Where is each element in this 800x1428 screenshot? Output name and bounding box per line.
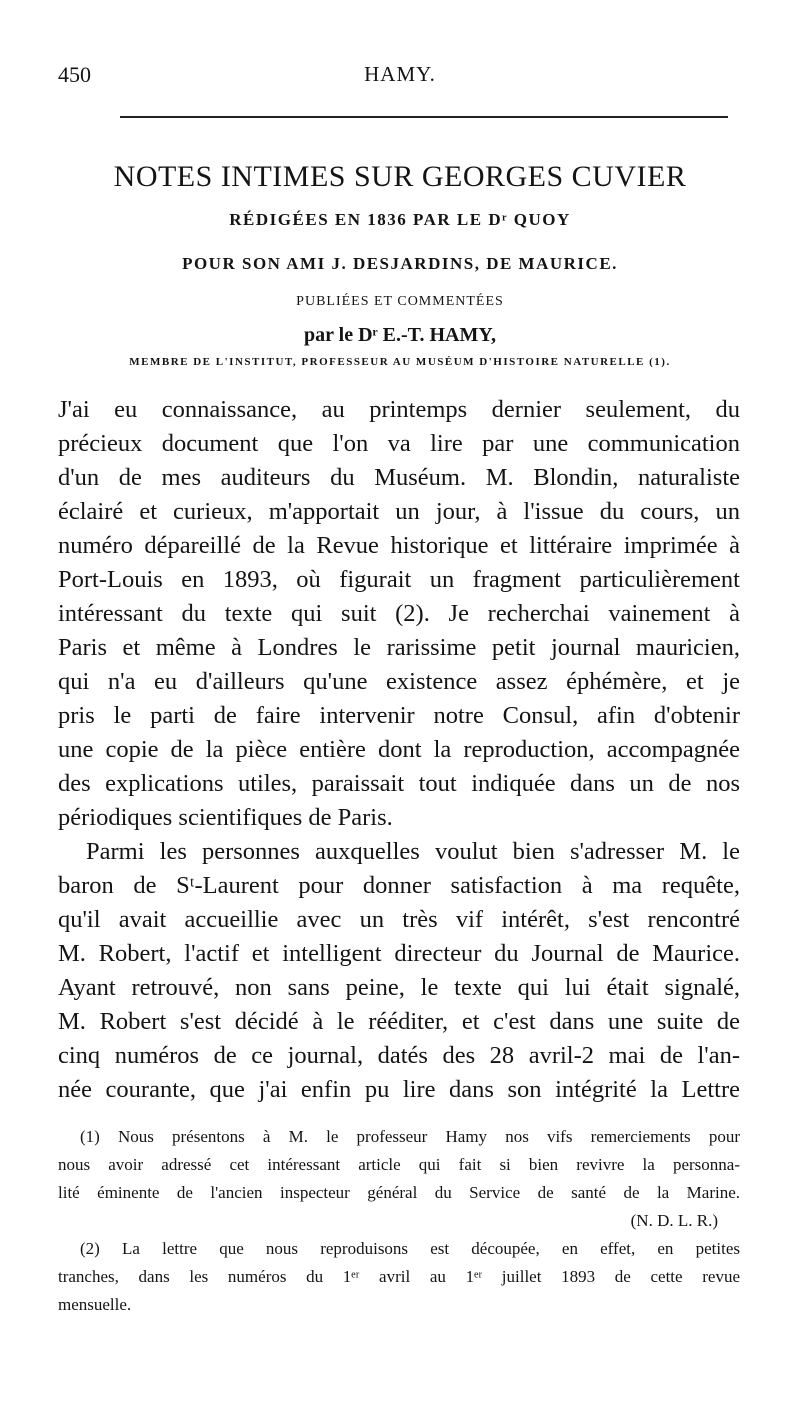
body-line: intéressant du texte qui suit (2). Je recherchai vainement à: [58, 600, 740, 627]
published-line: PUBLIÉES ET COMMENTÉES: [296, 294, 504, 309]
subtitle-line-1: RÉDIGÉES EN 1836 PAR LE Dʳ QUOY: [229, 210, 571, 229]
footnote-line: (2) La lettre que nous reproduisons est découpée, en effet, en petites: [80, 1239, 740, 1258]
body-line: Ayant retrouvé, non sans peine, le texte qui lui était signalé,: [58, 974, 740, 1001]
body-line: M. Robert s'est décidé à le rééditer, et c'est dans une suite de: [58, 1008, 740, 1035]
body-line: périodiques scientifiques de Paris.: [58, 804, 393, 831]
footnote-line: tranches, dans les numéros du 1ᵉʳ avril au 1ᵉʳ juillet 1893 de cette revue: [58, 1267, 740, 1286]
body-line: qui n'a eu d'ailleurs qu'une existence assez éphémère, et je: [58, 668, 740, 695]
body-line: qu'il avait accueillie avec un très vif intérêt, s'est rencontré: [58, 906, 740, 933]
body-line: précieux document que l'on va lire par une communication: [58, 430, 740, 457]
header-rule: [120, 116, 728, 118]
body-line: d'un de mes auditeurs du Muséum. M. Blondin, naturaliste: [58, 464, 740, 491]
running-head: HAMY.: [364, 62, 436, 86]
body-line: née courante, que j'ai enfin pu lire dans son intégrité la Lettre: [58, 1076, 740, 1103]
body-line: J'ai eu connaissance, au printemps dernier seulement, du: [58, 396, 740, 423]
body-line: baron de Sᵗ-Laurent pour donner satisfaction à ma requête,: [58, 872, 740, 899]
body-line: M. Robert, l'actif et intelligent directeur du Journal de Maurice.: [58, 940, 740, 967]
footnote-line: (1) Nous présentons à M. le professeur Hamy nos vifs remerciements pour: [80, 1127, 740, 1146]
footnote-line: lité éminente de l'ancien inspecteur général du Service de santé de la Marine.: [58, 1183, 740, 1202]
footnote-line: nous avoir adressé cet intéressant article qui fait si bien revivre la personna-: [58, 1155, 740, 1174]
body-line: Paris et même à Londres le rarissime petit journal mauricien,: [58, 634, 740, 661]
body-line: éclairé et curieux, m'apportait un jour, à l'issue du cours, un: [58, 498, 740, 525]
author-affiliation: MEMBRE DE L'INSTITUT, PROFESSEUR AU MUSÉUM D'HISTOIRE NATURELLE (1).: [129, 356, 671, 368]
body-line: Parmi les personnes auxquelles voulut bien s'adresser M. le: [86, 838, 740, 865]
body-line: Port-Louis en 1893, où figurait un fragment particulièrement: [58, 566, 740, 593]
author-line: par le Dʳ E.-T. HAMY,: [304, 324, 496, 346]
footnote-signature: (N. D. L. R.): [630, 1211, 718, 1230]
body-line: cinq numéros de ce journal, datés des 28 avril-2 mai de l'an-: [58, 1042, 740, 1069]
body-line: pris le parti de faire intervenir notre Consul, afin d'obtenir: [58, 702, 740, 729]
body-line: une copie de la pièce entière dont la reproduction, accompagnée: [58, 736, 740, 763]
subtitle-line-2: POUR SON AMI J. DESJARDINS, DE MAURICE.: [182, 254, 618, 273]
page-number: 450: [58, 62, 91, 87]
footnote-line: mensuelle.: [58, 1295, 132, 1314]
article-title: NOTES INTIMES SUR GEORGES CUVIER: [113, 160, 687, 193]
body-line: numéro dépareillé de la Revue historique et littéraire imprimée à: [58, 532, 740, 559]
body-line: des explications utiles, paraissait tout indiquée dans un de nos: [58, 770, 740, 797]
